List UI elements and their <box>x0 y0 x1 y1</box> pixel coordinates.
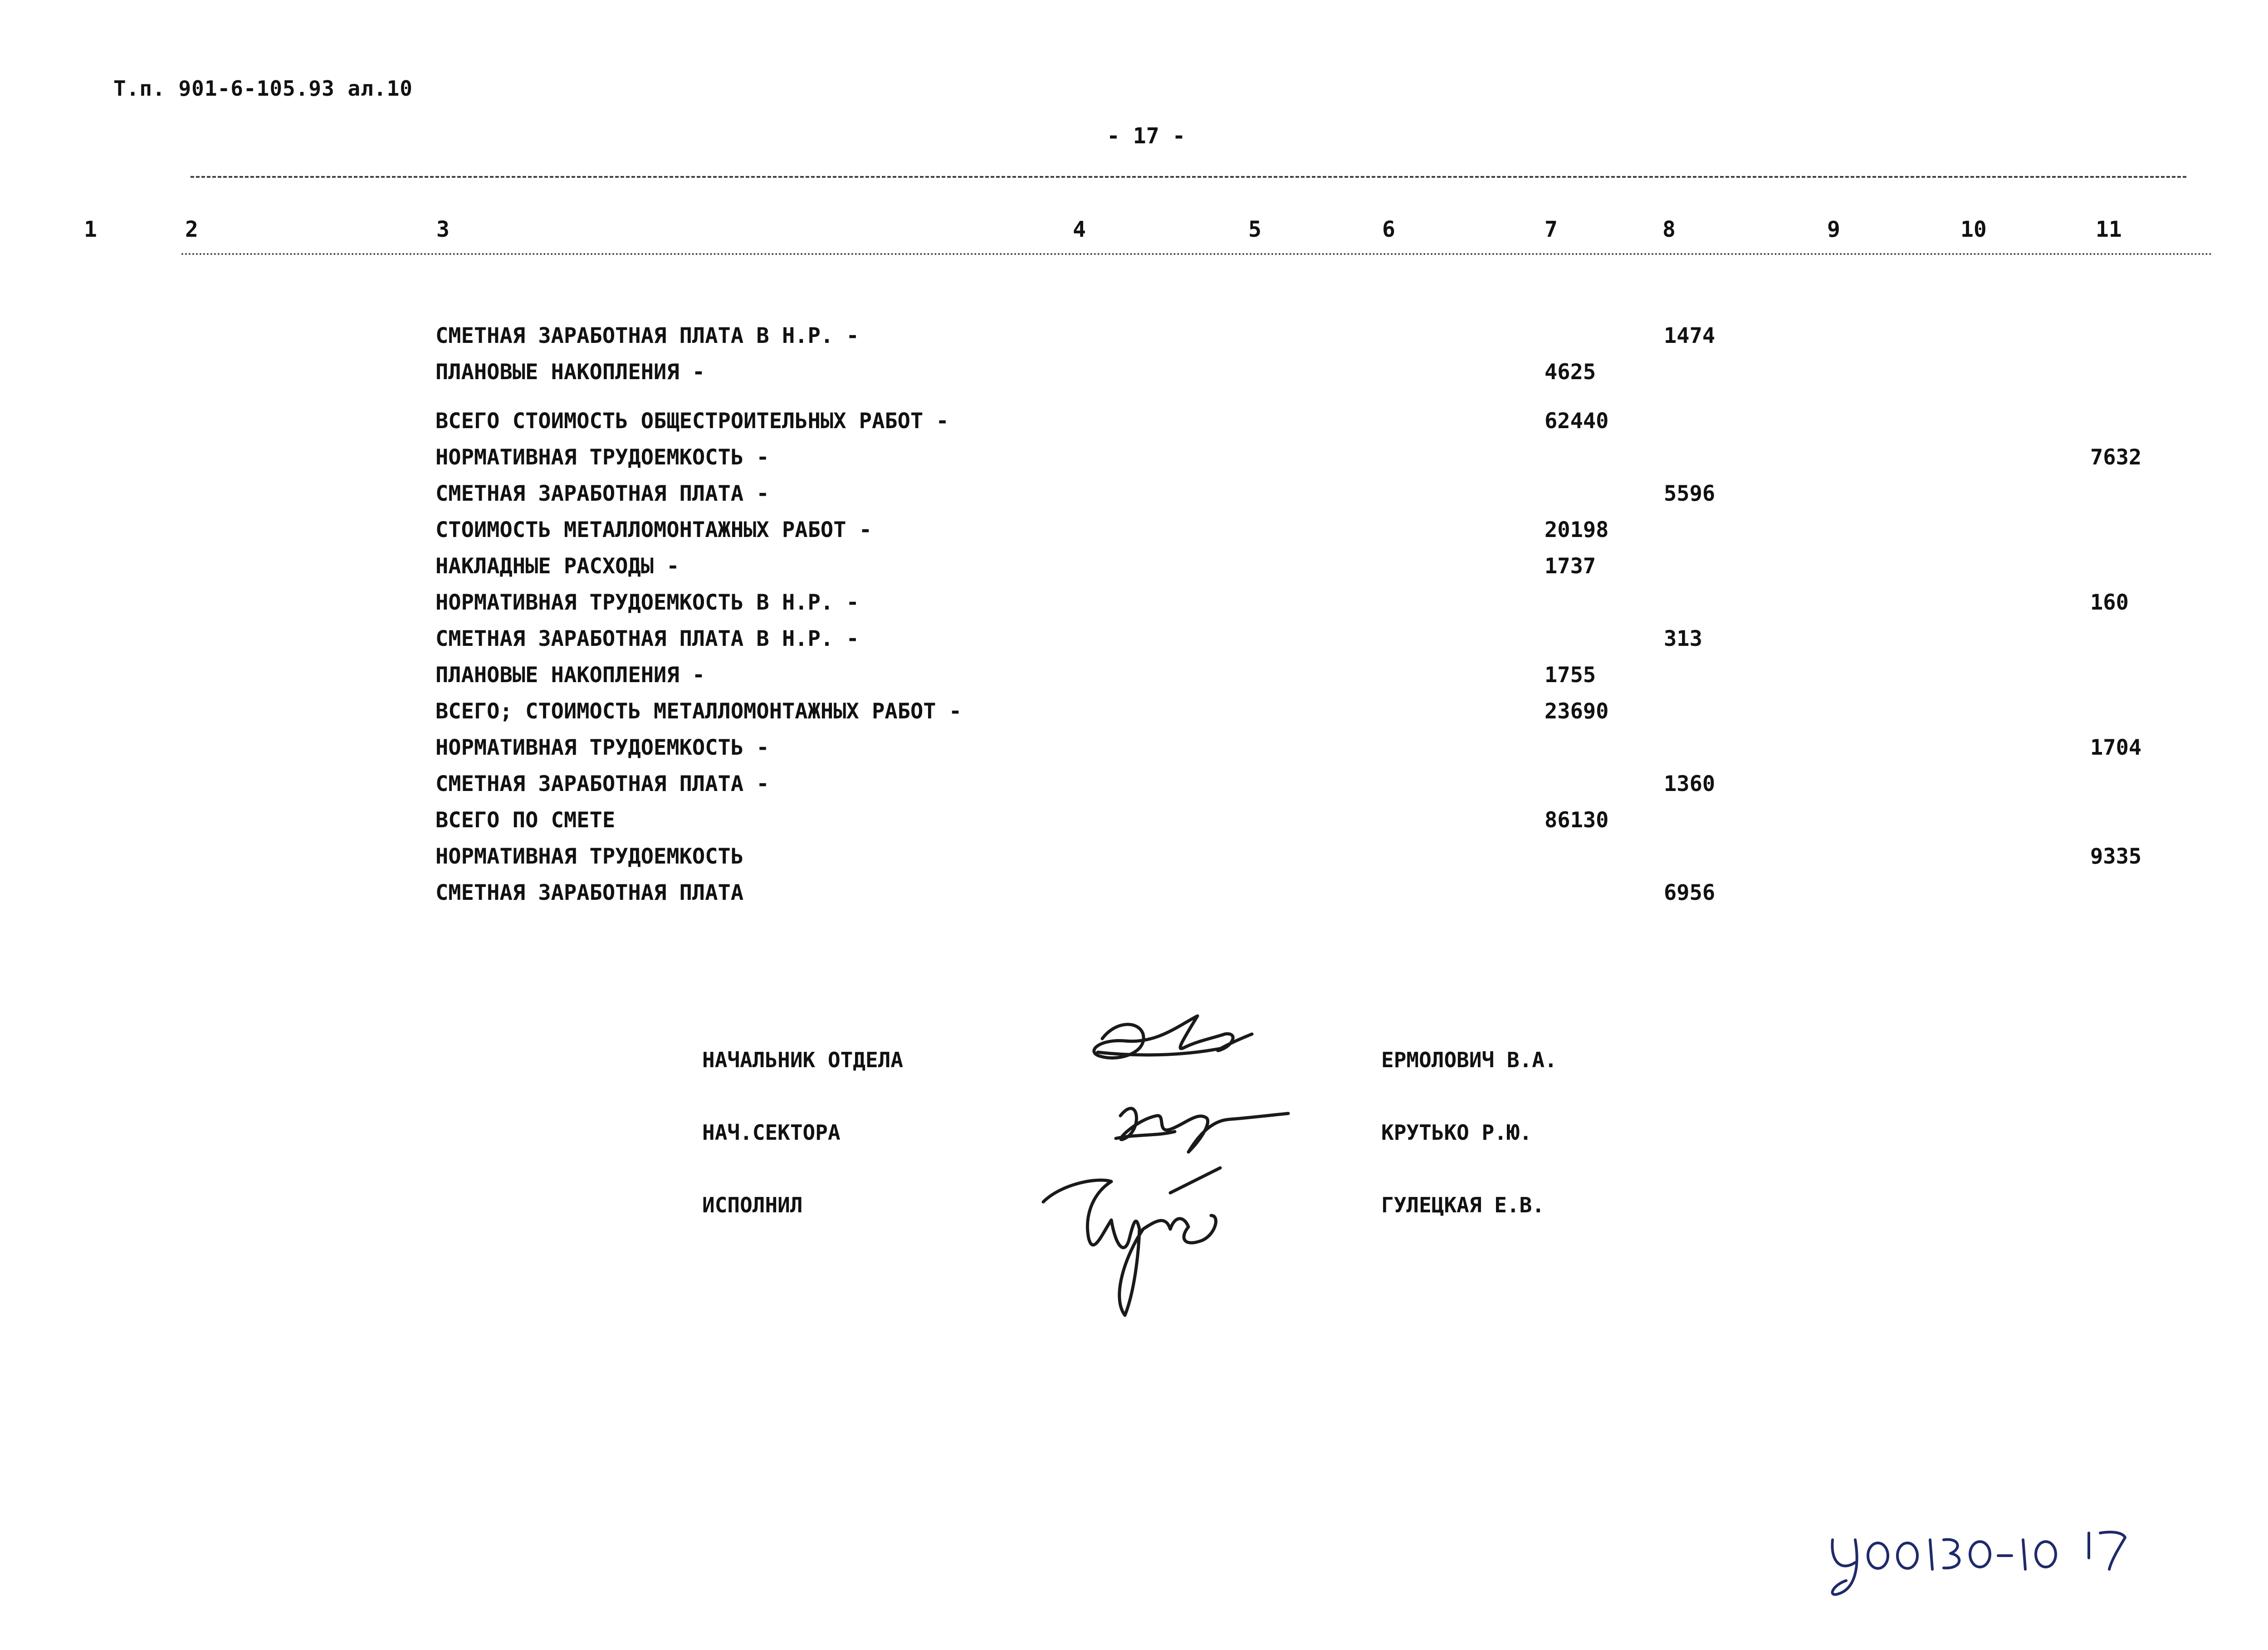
entry-label: СМЕТНАЯ ЗАРАБОТНАЯ ПЛАТА В Н.Р. - <box>435 323 859 348</box>
entry-value: 7632 <box>2090 445 2142 470</box>
entry-value: 20198 <box>1545 517 1609 542</box>
entry-value: 6956 <box>1664 880 1716 905</box>
table-header-rule-top <box>191 176 2186 178</box>
entry-label: ВСЕГО СТОИМОСТЬ ОБЩЕСТРОИТЕЛЬНЫХ РАБОТ - <box>435 409 949 434</box>
entry-label: НОРМАТИВНАЯ ТРУДОЕМКОСТЬ <box>435 844 744 869</box>
signatory-role: НАЧАЛЬНИК ОТДЕЛА <box>702 1048 904 1072</box>
entry-value: 1755 <box>1545 663 1596 688</box>
column-number: 6 <box>1382 217 1395 242</box>
entry-label: ВСЕГО ПО СМЕТЕ <box>435 808 616 833</box>
column-number: 5 <box>1248 217 1261 242</box>
entry-value: 1704 <box>2090 735 2142 760</box>
entry-value: 4625 <box>1545 360 1596 385</box>
column-number: 8 <box>1662 217 1676 242</box>
entry-label: СМЕТНАЯ ЗАРАБОТНАЯ ПЛАТА - <box>435 481 769 506</box>
signatory-name: КРУТЬКО Р.Ю. <box>1381 1120 1532 1145</box>
entry-value: 9335 <box>2090 844 2142 869</box>
entry-label: НОРМАТИВНАЯ ТРУДОЕМКОСТЬ - <box>435 445 769 470</box>
entry-label: СМЕТНАЯ ЗАРАБОТНАЯ ПЛАТА В Н.Р. - <box>435 626 859 651</box>
column-number: 4 <box>1073 217 1086 242</box>
entry-label: СМЕТНАЯ ЗАРАБОТНАЯ ПЛАТА <box>435 880 744 905</box>
signatory-role: НАЧ.СЕКТОРА <box>702 1120 841 1145</box>
column-number: 3 <box>436 217 450 242</box>
entry-value: 1474 <box>1664 323 1716 348</box>
column-number: 7 <box>1545 217 1558 242</box>
entry-label: ПЛАНОВЫЕ НАКОПЛЕНИЯ - <box>435 360 705 385</box>
entry-label: СТОИМОСТЬ МЕТАЛЛОМОНТАЖНЫХ РАБОТ - <box>435 517 872 542</box>
entry-label: НОРМАТИВНАЯ ТРУДОЕМКОСТЬ - <box>435 735 769 760</box>
archive-stamp <box>1823 1513 2132 1603</box>
entry-value: 313 <box>1664 626 1702 651</box>
column-number: 10 <box>1960 217 1987 242</box>
column-number: 9 <box>1827 217 1840 242</box>
entry-value: 1360 <box>1664 771 1716 796</box>
entry-value: 160 <box>2090 590 2129 615</box>
signatory-role: ИСПОЛНИЛ <box>702 1193 803 1217</box>
signatory-name: ГУЛЕЦКАЯ Е.В. <box>1381 1193 1545 1217</box>
signatory-name: ЕРМОЛОВИЧ В.А. <box>1381 1048 1557 1072</box>
entry-value: 1737 <box>1545 554 1596 579</box>
entry-value: 62440 <box>1545 409 1609 434</box>
handwritten-signatures <box>1021 1002 1338 1320</box>
entry-value: 5596 <box>1664 481 1716 506</box>
document-reference: Т.п. 901-6-105.93 ал.10 <box>113 76 413 101</box>
entry-value: 86130 <box>1545 808 1609 833</box>
entry-label: СМЕТНАЯ ЗАРАБОТНАЯ ПЛАТА - <box>435 771 769 796</box>
column-number: 11 <box>2096 217 2122 242</box>
entry-label: ВСЕГО; СТОИМОСТЬ МЕТАЛЛОМОНТАЖНЫХ РАБОТ - <box>435 699 962 724</box>
column-number: 1 <box>84 217 97 242</box>
entry-label: НОРМАТИВНАЯ ТРУДОЕМКОСТЬ В Н.Р. - <box>435 590 859 615</box>
entry-value: 23690 <box>1545 699 1609 724</box>
table-header-rule-bottom <box>181 253 2214 255</box>
entry-label: НАКЛАДНЫЕ РАСХОДЫ - <box>435 554 679 579</box>
entry-label: ПЛАНОВЫЕ НАКОПЛЕНИЯ - <box>435 663 705 688</box>
column-number: 2 <box>185 217 198 242</box>
page-number: - 17 - <box>1107 123 1186 149</box>
